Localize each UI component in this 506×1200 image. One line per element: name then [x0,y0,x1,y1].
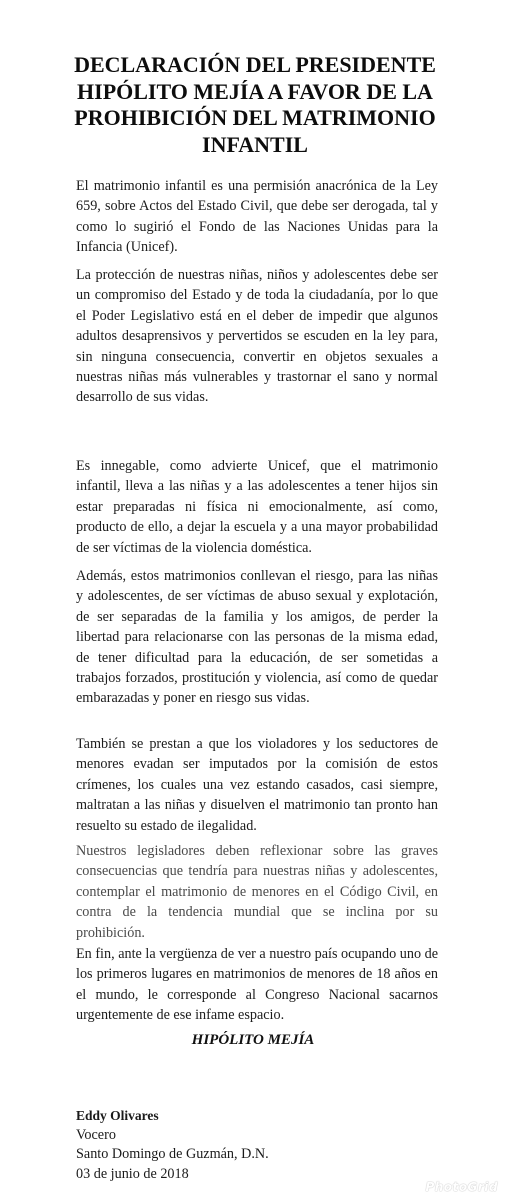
contact-block [76,1106,269,1184]
paragraph-5: También se prestan a que los violadores y los seductores de menores evadan ser imputados por la comisión de estos crímenes, los cuales una vez estando casados, casi siempre, maltratan a las niñas y disuelven el matrimonio tan pronto han resuelto su estado de ilegalidad. [76,736,438,834]
date: 03 de junio de 2018 [76,1165,189,1182]
document-title: DECLARACIÓN DEL PRESIDENTE HIPÓLITO MEJÍA A FAVOR DE LA PROHIBICIÓN DEL MATRIMONIO INFANTIL [74,52,436,157]
paragraph-6: Nuestros legisladores deben reflexionar sobre las graves consecuencias que tendría para nuestras niñas y adolescentes, contemplar el matrimonio de menores en el Código Civil, en contra de la tendencia mundial que se inclina por su prohibición. [76,843,438,941]
paragraph-4: Además, estos matrimonios conllevan el riesgo, para las niñas y adolescentes, de ser víctimas de abuso sexual y explotación, de ser separadas de la familia y los amigos, de perder la libertad para relacionarse con las personas de la misma edad, de tener dificultad para la educación, de ser sometidas a trabajos forzados, prostitución y violencia, así como de quedar embarazadas y poner en riesgo sus vidas. [76,568,438,707]
paragraph-7: En fin, ante la vergüenza de ver a nuestro país ocupando uno de los primeros lugares en matrimonios de menores de 18 años en el mundo, le corresponde al Congreso Nacional sacarnos urgentemente de ese infame espacio. [76,946,438,1024]
place: Santo Domingo de Guzmán, D.N. [76,1146,269,1162]
paragraph-1: El matrimonio infantil es una permisión anacrónica de la Ley 659, sobre Actos del Estado Civil, que debe ser derogada, tal y como lo sugirió el Fondo de las Naciones Unidas para la Infancia (Unicef). [76,178,438,256]
spokesperson-name: Eddy Olivares [76,1108,159,1123]
paragraph-3: Es innegable, como advierte Unicef, que el matrimonio infantil, lleva a las niñas y a las adolescentes a tener hijos sin estar preparadas ni física ni emocionalmente, así como, producto de ello, a dejar la escuela y a una mayor probabilidad de ser víctimas de la violencia doméstica. [76,458,438,556]
signature: HIPÓLITO MEJÍA [191,1032,315,1048]
paragraph-2: La protección de nuestras niñas, niños y adolescentes debe ser un compromiso del Estado y de toda la ciudadanía, por lo que el Poder Legislativo está en el deber de impedir que algunos adultos desaprensivos y pervertidos se escuden en la ley para, sin ninguna consecuencia, convertir en objetos sexuales a nuestras niñas más vulnerables y trastornar el sano y normal desarrollo de sus vidas. [76,267,438,406]
spokesperson-role: Vocero [76,1126,116,1143]
photogrid-watermark: PhotoGrid [425,1180,498,1194]
